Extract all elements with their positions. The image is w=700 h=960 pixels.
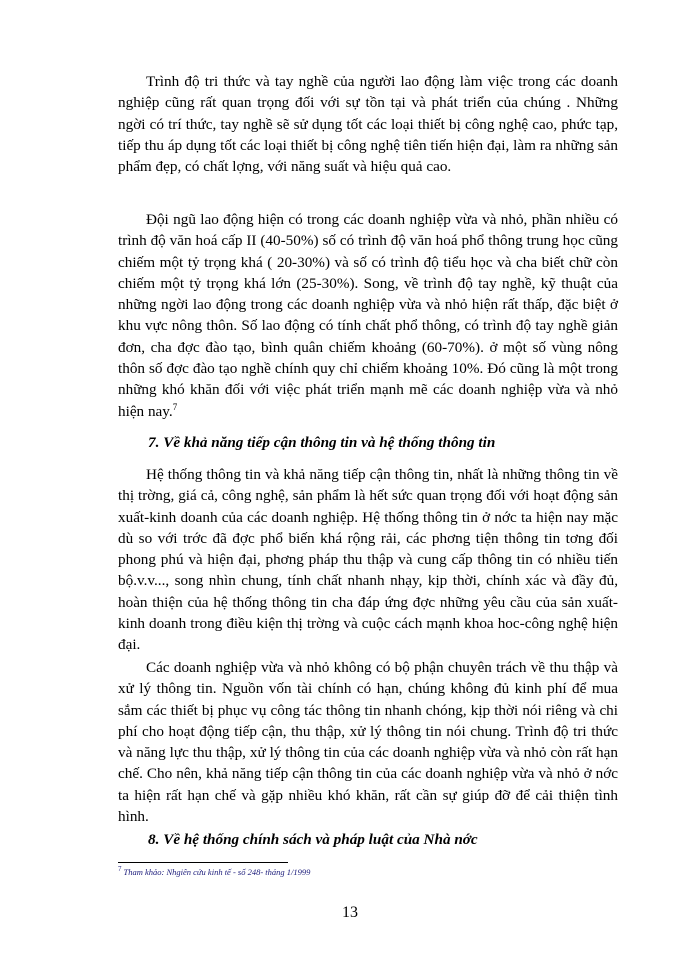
footnote <box>118 866 310 878</box>
paragraph-workforce-education <box>118 209 618 422</box>
section-heading-8: 8. Về hệ thống chính sách và pháp luật của Nhà nớc <box>148 831 478 848</box>
paragraph-information-processing <box>118 657 618 827</box>
paragraph-workforce-knowledge <box>118 71 618 177</box>
page-number: 13 <box>342 904 358 921</box>
footnote-number: 7 <box>118 865 122 874</box>
footnote-text: Tham khảo: Nhgiên cứu kinh tế - số 248- tháng 1/1999 <box>123 867 311 877</box>
paragraph-information-system <box>118 464 618 656</box>
footnote-reference[interactable]: 7 <box>172 401 178 412</box>
section-heading-7: 7. Về khả năng tiếp cận thông tin và hệ thống thông tin <box>148 434 496 451</box>
paragraph-text: Trình độ tri thức và tay nghề của người lao động làm việc trong các doanh nghiệp cũng rất quan trọng đối với sự tồn tại và phát triển của chúng . Những ngời có trí thức, tay nghề sẽ sử dụng tốt các loại thiết bị công nghệ cao, phức tạp, tiếp thu áp dụng tốt các loại thiết bị công nghệ tiên tiến hiện đại, làm ra những sản phẩm đẹp, có chất lợng, với năng suất và hiệu quả cao. <box>118 73 618 176</box>
paragraph-text: Hệ thống thông tin và khả năng tiếp cận thông tin, nhất là những thông tin về thị trờng, giá cả, công nghệ, sản phẩm là hết sức quan trọng đối với hoạt động sản xuất-kinh doanh của các doanh nghiệp. Hệ thống thông tin ở nớc ta hiện nay mặc dù so với trớc đã đợc phổ biến khá rộng rải, các phơng tiện thông tin tơng đối phong phú và hiện đại, phơng pháp thu thập và cung cấp thông tin có nhiều tiến bộ.v.v..., song nhìn chung, tính chất nhanh nhạy, kịp thời, chính xác và đầy đủ, hoàn thiện của hệ thống thông tin cha đáp ứng đợc những yêu cầu của sản xuất-kinh doanh trong điều kiện thị trờng và cuộc cách mạnh khoa hoc-công nghệ hiện đại. <box>118 466 618 654</box>
paragraph-text: Các doanh nghiệp vừa và nhỏ không có bộ phận chuyên trách về thu thập và xử lý thông tin. Nguồn vốn tài chính có hạn, chúng không đủ kinh phí để mua sắm các thiết bị phục vụ công tác thông tin nhanh chóng, kịp thời nói riêng và chi phí cho hoạt động tiếp cận, thu thập, xử lý thông tin nói chung. Trình độ tri thức và năng lực thu thập, xử lý thông tin của các doanh nghiệp vừa và nhỏ còn rất hạn chế. Cho nên, khả năng tiếp cận thông tin của các doanh nghiệp vừa và nhỏ ở nớc ta hiện rất hạn chế và gặp nhiều khó khăn, rất cần sự giúp đỡ để cải thiện tình hình. <box>118 659 618 826</box>
footnote-divider <box>118 862 288 863</box>
paragraph-text: Đội ngũ lao động hiện có trong các doanh nghiệp vừa và nhỏ, phần nhiều có trình độ văn hoá cấp II (40-50%) số có trình độ văn hoá phổ thông trung học cũng chiếm một tỷ trọng khá ( 20-30%) và số có trình độ tiểu học và cha biết chữ còn chiếm một tỷ trọng khá lớn (25-30%). Song, về trình độ tay nghề, kỹ thuật của những ngời lao động trong các doanh nghiệp vừa và nhỏ hiện rất thấp, đặc biệt ở khu vực nông thôn. Số lao động có tính chất phổ thông, có trình độ tay nghề giản đơn, cha đợc đào tạo, bình quân chiếm khoảng (60-70%). ở một số vùng nông thôn số đợc đào tạo nghề chính quy chỉ chiếm khoảng 10%. Đó cũng là một trong những khó khăn đối với việc phát triển mạnh mẽ các doanh nghiệp vừa và nhỏ hiện nay. <box>118 211 618 420</box>
